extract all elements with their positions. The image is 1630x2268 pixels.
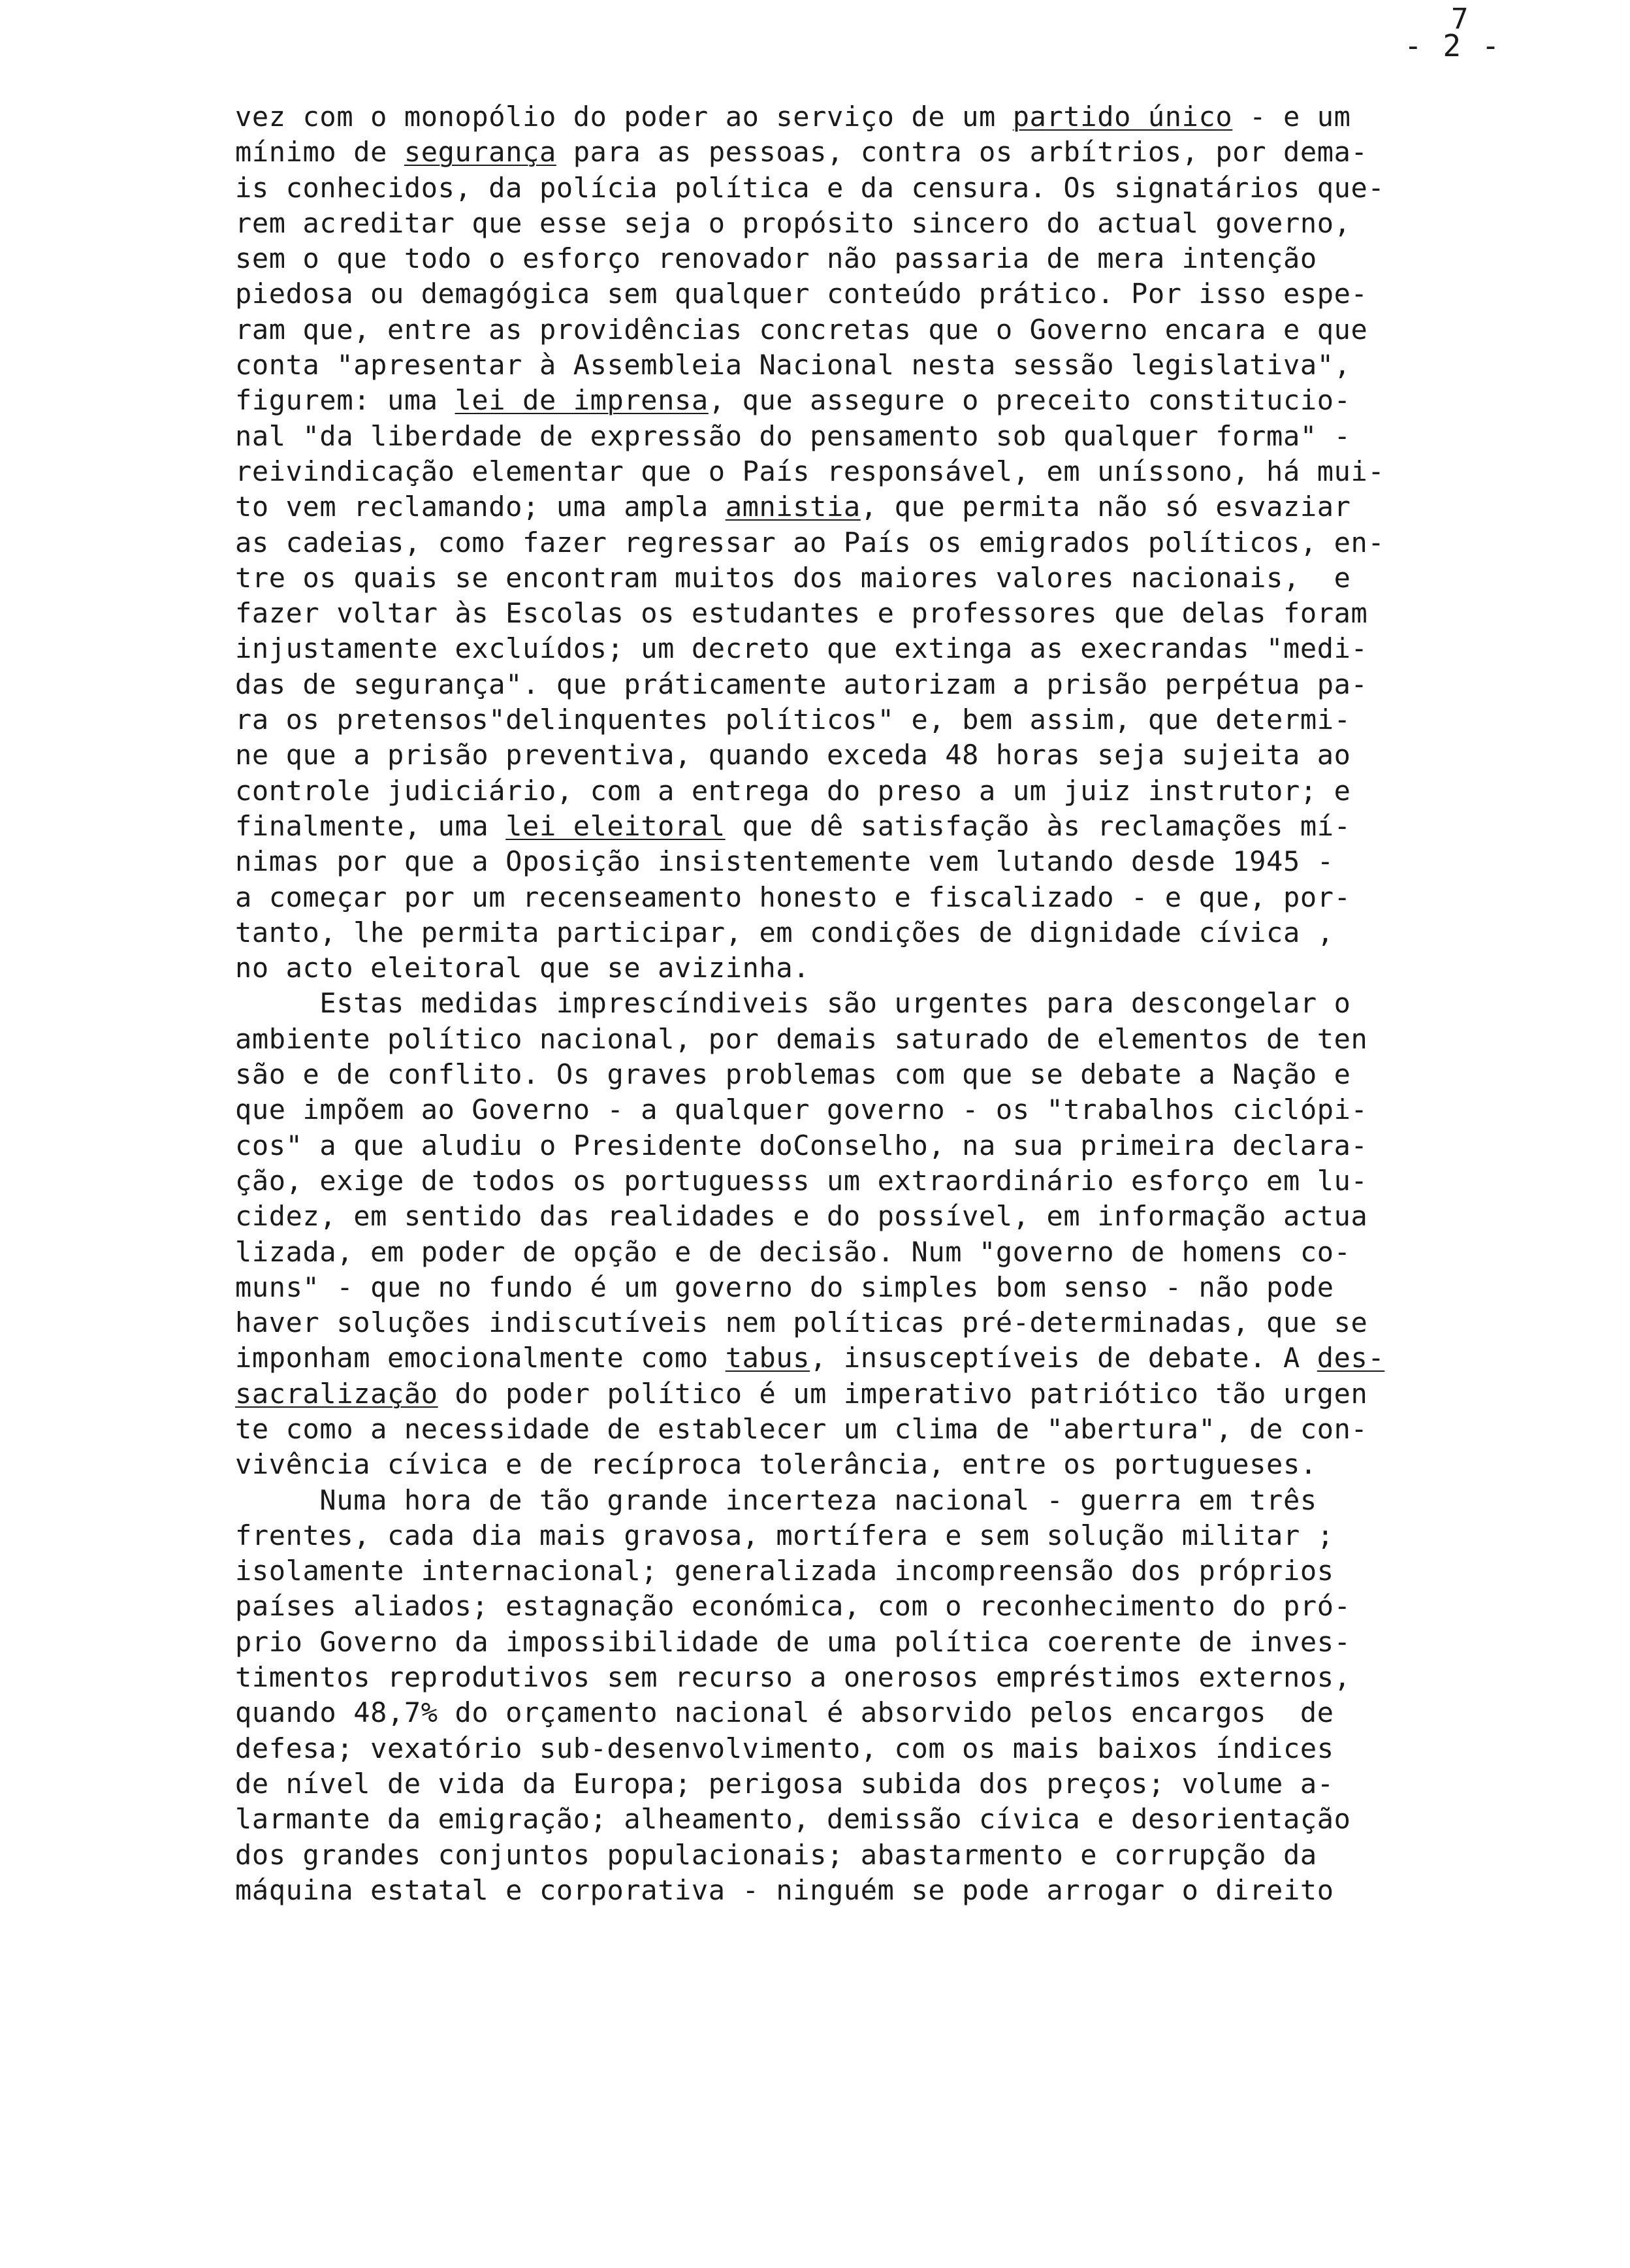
text-segment: reivindicação elementar que o País responsável, em uníssono, há mui- bbox=[235, 455, 1385, 487]
text-segment: que dê satisfação às reclamações mí- bbox=[725, 809, 1351, 842]
text-line bbox=[235, 1235, 1580, 1270]
text-line bbox=[235, 1447, 1580, 1482]
text-line bbox=[235, 1802, 1580, 1837]
text-segment: to vem reclamando; uma ampla bbox=[235, 491, 726, 523]
text-segment: defesa; vexatório sub-desenvolvimento, com os mais baixos índices bbox=[235, 1732, 1334, 1764]
document-body bbox=[235, 99, 1580, 1908]
text-segment: prio Governo da impossibilidade de uma política coerente de inves- bbox=[235, 1625, 1351, 1658]
text-line bbox=[235, 276, 1580, 312]
text-segment: a começar por um recenseamento honesto e fiscalizado - e que, por- bbox=[235, 881, 1351, 913]
text-segment: te como a necessidade de establecer um clima de "abertura", de con- bbox=[235, 1412, 1368, 1445]
underlined-phrase: tabus bbox=[725, 1342, 810, 1374]
underlined-phrase: lei de imprensa bbox=[455, 384, 709, 417]
text-segment: sem o que todo o esforço renovador não passaria de mera intenção bbox=[235, 242, 1317, 275]
text-segment: para as pessoas, contra os arbítrios, por dema- bbox=[556, 136, 1368, 169]
text-segment: fazer voltar às Escolas os estudantes e professores que delas foram bbox=[235, 597, 1368, 630]
text-line bbox=[235, 1838, 1580, 1873]
text-line bbox=[235, 206, 1580, 241]
text-line bbox=[235, 631, 1580, 666]
text-line bbox=[235, 454, 1580, 489]
text-segment: ram que, entre as providências concretas que o Governo encara e que bbox=[235, 313, 1368, 346]
text-segment: finalmente, uma bbox=[235, 809, 506, 842]
text-segment: cidez, em sentido das realidades e do possível, em informação actua bbox=[235, 1200, 1368, 1233]
text-line bbox=[235, 419, 1580, 454]
text-segment: tre os quais se encontram muitos dos maiores valores nacionais, e bbox=[235, 561, 1351, 594]
text-segment: as cadeias, como fazer regressar ao País os emigrados políticos, en- bbox=[235, 526, 1385, 559]
underlined-phrase: sacralização bbox=[235, 1377, 438, 1410]
text-line bbox=[235, 99, 1580, 135]
text-segment: isolamente internacional; generalizada incompreensão dos próprios bbox=[235, 1555, 1334, 1587]
text-line bbox=[235, 1163, 1580, 1199]
underlined-phrase: segurança bbox=[404, 136, 556, 169]
text-line bbox=[235, 1589, 1580, 1624]
text-segment: são e de conflito. Os graves problemas com que se debate a Nação e bbox=[235, 1058, 1351, 1091]
text-line bbox=[235, 1731, 1580, 1766]
text-line bbox=[235, 170, 1580, 206]
text-line bbox=[235, 1340, 1580, 1376]
text-segment: tanto, lhe permita participar, em condições de dignidade cívica , bbox=[235, 916, 1334, 948]
text-segment: Estas medidas imprescíndiveis são urgentes para descongelar o bbox=[235, 987, 1351, 1020]
text-segment: quando 48,7% do orçamento nacional é absorvido pelos encargos de bbox=[235, 1696, 1334, 1729]
text-segment: cos" a que aludiu o Presidente doConselho, na sua primeira declara- bbox=[235, 1129, 1368, 1161]
text-line bbox=[235, 1766, 1580, 1802]
text-line bbox=[235, 915, 1580, 950]
text-line bbox=[235, 702, 1580, 737]
text-line bbox=[235, 1057, 1580, 1092]
text-segment: vez com o monopólio do poder ao serviço de um bbox=[235, 101, 1013, 133]
text-line bbox=[235, 1873, 1580, 1908]
text-segment: nimas por que a Oposição insistentemente vem lutando desde 1945 - bbox=[235, 845, 1334, 878]
text-segment: no acto eleitoral que se avizinha. bbox=[235, 952, 810, 984]
underlined-phrase: partido único bbox=[1012, 101, 1233, 133]
text-segment: que impõem ao Governo - a qualquer governo - os "trabalhos ciclópi- bbox=[235, 1094, 1368, 1126]
text-line bbox=[235, 1518, 1580, 1553]
text-segment: , que permita não só esvaziar bbox=[860, 491, 1351, 523]
text-segment: do poder político é um imperativo patriótico tão urgen bbox=[438, 1377, 1368, 1410]
text-segment: ção, exige de todos os portuguesss um extraordinário esforço em lu- bbox=[235, 1164, 1368, 1197]
text-segment: imponham emocionalmente como bbox=[235, 1342, 726, 1374]
paragraph bbox=[235, 986, 1580, 1482]
text-segment: , insusceptíveis de debate. A bbox=[810, 1342, 1317, 1374]
text-line bbox=[235, 489, 1580, 525]
text-line bbox=[235, 1092, 1580, 1127]
text-segment: is conhecidos, da polícia política e da censura. Os signatários que- bbox=[235, 171, 1385, 204]
text-segment: nal "da liberdade de expressão do pensamento sob qualquer forma" - bbox=[235, 419, 1351, 452]
text-line bbox=[235, 525, 1580, 560]
text-line bbox=[235, 1376, 1580, 1412]
text-segment: figurem: uma bbox=[235, 384, 455, 417]
text-segment: injustamente excluídos; um decreto que extinga as execrandas "medi- bbox=[235, 632, 1368, 665]
text-segment: controle judiciário, com a entrega do preso a um juiz instrutor; e bbox=[235, 774, 1351, 807]
text-line bbox=[235, 1553, 1580, 1589]
text-segment: ra os pretensos"delinquentes políticos" e, bem assim, que determi- bbox=[235, 704, 1351, 736]
text-segment: muns" - que no fundo é um governo do simples bom senso - não pode bbox=[235, 1271, 1334, 1303]
text-segment: máquina estatal e corporativa - ninguém se pode arrogar o direito bbox=[235, 1873, 1334, 1906]
text-line bbox=[235, 135, 1580, 170]
text-line bbox=[235, 596, 1580, 631]
text-line bbox=[235, 1270, 1580, 1305]
text-segment: vivência cívica e de recíproca tolerância, entre os portugueses. bbox=[235, 1448, 1317, 1481]
text-segment: de nível de vida da Europa; perigosa subida dos preços; volume a- bbox=[235, 1767, 1334, 1800]
text-line bbox=[235, 986, 1580, 1021]
text-segment: - e um bbox=[1232, 101, 1351, 133]
text-segment: larmante da emigração; alheamento, demissão cívica e desorientação bbox=[235, 1803, 1351, 1836]
text-line bbox=[235, 809, 1580, 844]
text-line bbox=[235, 241, 1580, 276]
text-segment: frentes, cada dia mais gravosa, mortífera e sem solução militar ; bbox=[235, 1519, 1334, 1551]
text-line bbox=[235, 1305, 1580, 1340]
text-segment: ambiente político nacional, por demais saturado de elementos de ten bbox=[235, 1022, 1368, 1055]
text-line bbox=[235, 383, 1580, 418]
paragraph bbox=[235, 1483, 1580, 1909]
text-line bbox=[235, 348, 1580, 383]
page-number: - 2 - bbox=[1404, 28, 1501, 63]
text-line bbox=[235, 1128, 1580, 1163]
text-line bbox=[235, 844, 1580, 879]
text-segment: países aliados; estagnação económica, com o reconhecimento do pró- bbox=[235, 1590, 1351, 1623]
text-line bbox=[235, 1022, 1580, 1057]
text-segment: haver soluções indiscutíveis nem políticas pré-determinadas, que se bbox=[235, 1306, 1368, 1339]
text-segment: ne que a prisão preventiva, quando exceda 48 horas seja sujeita ao bbox=[235, 739, 1351, 771]
text-line bbox=[235, 1412, 1580, 1447]
underlined-phrase: lei eleitoral bbox=[505, 809, 726, 842]
text-segment: das de segurança". que práticamente autorizam a prisão perpétua pa- bbox=[235, 668, 1368, 700]
paragraph bbox=[235, 99, 1580, 986]
text-line bbox=[235, 1199, 1580, 1234]
text-line bbox=[235, 667, 1580, 702]
text-line bbox=[235, 880, 1580, 915]
text-segment: conta "apresentar à Assembleia Nacional nesta sessão legislativa", bbox=[235, 349, 1351, 381]
underlined-phrase: des- bbox=[1317, 1342, 1385, 1374]
text-line bbox=[235, 560, 1580, 596]
text-segment: piedosa ou demagógica sem qualquer conteúdo prático. Por isso espe- bbox=[235, 278, 1368, 310]
text-line bbox=[235, 950, 1580, 986]
text-segment: dos grandes conjuntos populacionais; abastarmento e corrupção da bbox=[235, 1838, 1317, 1871]
text-segment: , que assegure o preceito constitucio- bbox=[708, 384, 1351, 417]
text-segment: timentos reprodutivos sem recurso a onerosos empréstimos externos, bbox=[235, 1661, 1351, 1694]
text-line bbox=[235, 1695, 1580, 1730]
text-line bbox=[235, 1483, 1580, 1518]
underlined-phrase: amnistia bbox=[725, 491, 861, 523]
page-corner-mark: 7 bbox=[1451, 3, 1469, 36]
text-segment: Numa hora de tão grande incerteza nacional - guerra em três bbox=[235, 1483, 1317, 1516]
text-segment: lizada, em poder de opção e de decisão. Num "governo de homens co- bbox=[235, 1235, 1351, 1268]
text-line bbox=[235, 1660, 1580, 1695]
text-line bbox=[235, 737, 1580, 773]
text-segment: mínimo de bbox=[235, 136, 404, 169]
text-line bbox=[235, 773, 1580, 809]
text-line bbox=[235, 312, 1580, 348]
text-segment: rem acreditar que esse seja o propósito sincero do actual governo, bbox=[235, 206, 1351, 239]
text-line bbox=[235, 1625, 1580, 1660]
